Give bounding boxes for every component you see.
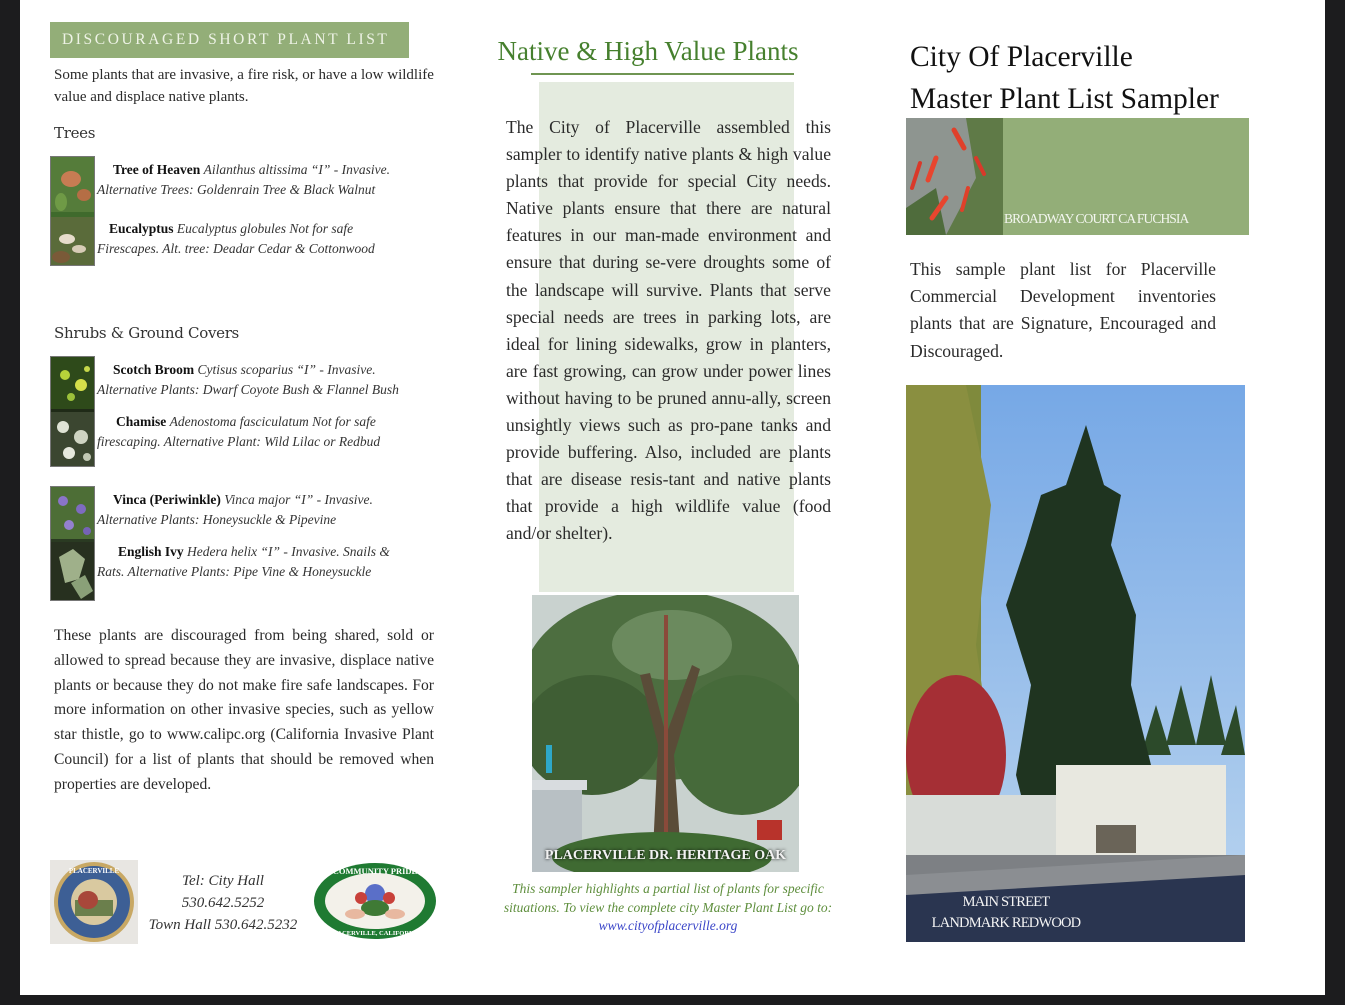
plant-entry-tree-of-heaven — [97, 160, 390, 200]
city-website-link[interactable]: www.cityofplacerville.org — [598, 918, 738, 933]
plant-name: Chamise — [116, 414, 167, 429]
fuchsia-banner — [906, 118, 1249, 235]
contact-town-hall-phone: Town Hall 530.642.5232 — [148, 917, 298, 933]
plant-name: Tree of Heaven — [113, 162, 201, 177]
city-of-placerville-seal — [50, 860, 138, 944]
discouraged-intro: Some plants that are invasive, a fire risk, or have a low wildlife value and displace native plants. — [54, 67, 434, 105]
seal-text: PLACERVILLE — [68, 867, 120, 875]
plant-alternatives: firescaping. Alternative Plant: Wild Lilac or Redbud — [97, 434, 381, 449]
sampler-note-text: This sampler highlights a partial list of plants for specific situations. To view the complete city Master Plant List go to: — [503, 881, 833, 915]
plant-desc: Eucalyptus globules Not for safe — [176, 221, 354, 236]
heritage-oak-caption: PLACERVILLE DR. HERITAGE OAK — [544, 848, 787, 863]
title-underline-divider — [531, 73, 794, 75]
plant-entry-eucalyptus — [97, 219, 375, 259]
redwood-caption — [906, 892, 1106, 934]
ca-fuchsia-flower-image-icon — [906, 118, 1003, 235]
native-plants-title: Native & High Value Plants — [497, 36, 799, 66]
trees-heading: Trees — [54, 124, 96, 142]
plant-desc: Adenostoma fasciculatum Not for safe — [169, 414, 376, 429]
plant-alternatives: Firescapes. Alt. tree: Deadar Cedar & Cottonwood — [97, 241, 375, 256]
plant-name: English Ivy — [118, 544, 184, 559]
plant-alternatives: Alternative Plants: Dwarf Coyote Bush & Flannel Bush — [97, 382, 399, 397]
plant-entry-english-ivy — [97, 542, 390, 582]
pride-seal-bottom-text: PLACERVILLE, CALIFORNIA — [329, 930, 421, 937]
vinca-ivy-thumbnail-image — [50, 486, 95, 601]
plant-entry-chamise — [97, 412, 380, 452]
plant-desc: Hedera helix “I” - Invasive. Snails & — [187, 544, 390, 559]
native-plants-body: The City of Placerville assembled this sampler to identify native plants & high value plants that provide for special City needs. Native plants ensure that there are natural features in our man-made environment and ensure that during se-vere droughts some of the landscape will survive. Plants that serve special needs are trees in parking lots, are ideal for lining sidewalks, grow in planters, are fast growing, can grow under power lines without having to be pruned annu-ally, screen unsightly views such as pro-pane tanks and provide buffering. Also, included are plants that are disease resis-tant and native plants that provide a high wildlife value (food and/or shelter). — [506, 117, 831, 544]
pride-seal-top-text: COMMUNITY PRIDE — [332, 866, 418, 876]
title-line-2: Master Plant List Sampler — [910, 83, 1219, 115]
main-street-redwood-image-icon — [906, 385, 1245, 942]
plant-alternatives: Alternative Trees: Goldenrain Tree & Black Walnut — [97, 182, 376, 197]
city-seal-icon — [50, 860, 138, 944]
sampler-note — [483, 880, 853, 936]
plant-desc: Cytisus scoparius “I” - Invasive. — [197, 362, 376, 377]
plant-desc: Vinca major “I” - Invasive. — [224, 492, 373, 507]
plant-alternatives: Alternative Plants: Honeysuckle & Pipevine — [97, 512, 337, 527]
contact-city-hall-phone: 530.642.5252 — [181, 895, 265, 911]
plant-name: Vinca (Periwinkle) — [113, 492, 221, 507]
fuchsia-photo — [906, 118, 1003, 235]
plant-entry-vinca — [97, 490, 373, 530]
plant-alternatives: Rats. Alternative Plants: Pipe Vine & Honeysuckle — [97, 564, 372, 579]
redwood-caption-line-2: LANDMARK REDWOOD — [931, 915, 1081, 931]
redwood-caption-line-1: MAIN STREET — [962, 894, 1050, 910]
plant-desc: Ailanthus altissima “I” - Invasive. — [203, 162, 390, 177]
landmark-redwood-photo — [906, 385, 1245, 942]
community-pride-logo-icon — [313, 862, 438, 940]
discouraged-closing-paragraph: These plants are discouraged from being shared, sold or allowed to spread because they are invasive, displace native plants or because they do not make fire safe landscapes. For more information on other invasive species, such as yellow star thistle, go to www.calipc.org (California Invasive Plant Council) for a list of plants that should be removed when properties are developed. — [54, 627, 434, 793]
shrub-photo-icon — [51, 357, 95, 467]
vinca-ivy-photo-icon — [51, 487, 95, 601]
tree-of-heaven-eucalyptus-photo-icon — [51, 157, 95, 266]
trees-thumbnail-image — [50, 156, 95, 266]
scotch-broom-chamise-thumbnail-image — [50, 356, 95, 467]
brochure-title — [910, 36, 1270, 120]
plant-name: Scotch Broom — [113, 362, 195, 377]
plant-entry-scotch-broom — [97, 360, 399, 400]
contact-info — [138, 870, 308, 936]
title-line-1: City Of Placerville — [910, 41, 1133, 73]
fuchsia-caption: BROADWAY COURT CA FUCHSIA — [1004, 211, 1189, 226]
shrubs-heading: Shrubs & Ground Covers — [54, 324, 239, 342]
discouraged-list-banner: DISCOURAGED SHORT PLANT LIST — [50, 22, 409, 58]
heritage-oak-tree-image-icon — [532, 595, 799, 872]
sampler-description: This sample plant list for Placerville Commercial Development inventories plants that are Signature, Encouraged and Discouraged. — [910, 259, 1216, 361]
heritage-oak-photo — [532, 595, 799, 872]
community-pride-seal — [313, 862, 438, 940]
brochure-page — [20, 0, 1325, 995]
contact-line-1: Tel: City Hall — [182, 873, 264, 889]
plant-name: Eucalyptus — [109, 221, 174, 236]
